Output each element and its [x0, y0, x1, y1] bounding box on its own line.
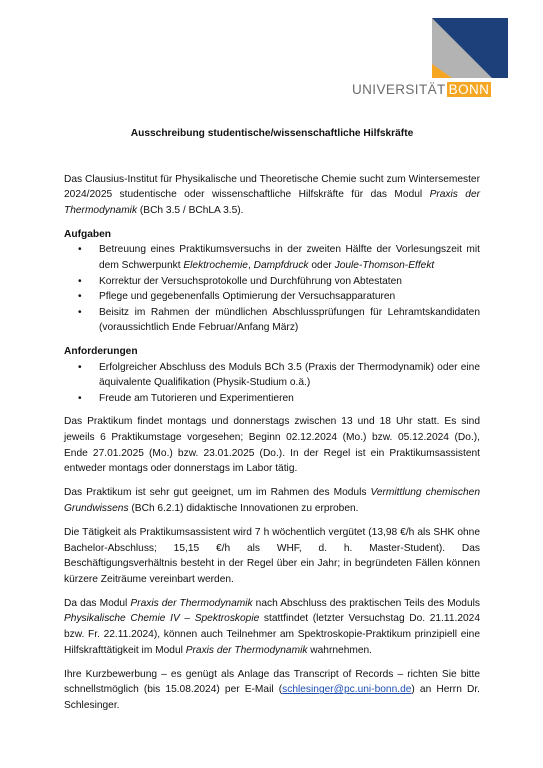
university-logo	[346, 16, 508, 102]
anforderungen-item: • Erfolgreicher Abschluss des Moduls BCh 3.5 (Praxis der Thermodynamik) oder eine äquivalente Qualifikation (Physik-Studium o.ä.)	[64, 360, 480, 391]
verguetung-paragraph: Die Tätigkeit als Praktikumsassistent wird 7 h wöchentlich vergütet (13,98 €/h als SHK ohne Bachelor-Abschluss; 15,15 €/h als WHF, d. h. Master-Student). Das Beschäftigungsverhältnis besteht in der Regel über ein Jahr; in begründeten Fällen können kürzere Zeiträume vereinbart werden.	[64, 526, 480, 585]
geeignet-text-1: Das Praktikum ist sehr gut geeignet, um im Rahmen des Moduls	[64, 487, 371, 499]
spektro-text-4: wahrnehmen.	[307, 644, 373, 656]
bewerbung-paragraph	[64, 667, 480, 714]
logo-graphic	[346, 16, 508, 82]
email-link[interactable]: schlesinger@pc.uni-bonn.de	[282, 684, 412, 696]
spektro-em-2: Physikalische Chemie IV – Spektroskopie	[64, 613, 260, 625]
document-title: Ausschreibung studentische/wissenschaftliche Hilfskräfte	[130, 128, 414, 139]
aufgaben-item: • Pflege und gegebenenfalls Optimierung der Versuchsapparaturen	[64, 289, 480, 305]
logo-word-universitaet: UNIVERSITÄT	[352, 82, 446, 97]
aufgaben-item: • Korrektur der Versuchsprotokolle und Durchführung von Abtestaten	[64, 274, 480, 290]
aufgaben-item	[64, 242, 480, 273]
intro-text-2: (BCh 3.5 / BChLA 3.5).	[137, 204, 244, 216]
anforderungen-list	[64, 360, 480, 407]
spektro-text-1: Da das Modul	[64, 597, 131, 609]
geeignet-paragraph	[64, 485, 480, 516]
intro-text-1: Das Clausius-Institut für Physikalische und Theoretische Chemie sucht zum Wintersemester 2024/2025 studentische oder wissenschaftliche Hilfskräfte für das Modul	[64, 173, 480, 201]
spektro-text-3: stattfindet (letzter Versuchstag Do. 21.11.2024 bzw. Fr. 22.11.2024), können auch Teilnehmer am Spektroskopie-Praktikum prinzipiell eine Hilfskrafttätigkeit im Modul	[64, 613, 480, 656]
praktikum-paragraph: Das Praktikum findet montags und donnerstags zwischen 13 und 18 Uhr statt. Es sind jeweils 6 Praktikumstage vorgesehen; Beginn 02.12.2024 (Mo.) bzw. 05.12.2024 (Do.), Ende 27.01.2025 (Mo.) bzw. 23.01.2025 (Do.). In der Regel ist ein Praktikumsassistent entweder montags oder donnerstags im Labor tätig.	[64, 416, 480, 475]
aufgaben-list	[64, 242, 480, 336]
geeignet-text-2: (BCh 6.2.1) didaktische Innovationen zu erproben.	[128, 502, 359, 514]
aufgaben-item1-em-1: Elektrochemie	[183, 260, 248, 272]
intro-paragraph	[64, 172, 480, 219]
anforderungen-heading: Anforderungen	[64, 346, 138, 358]
aufgaben-item: • Beisitz im Rahmen der mündlichen Abschlussprüfungen für Lehramtskandidaten (voraussichtlich Ende Februar/Anfang März)	[64, 305, 480, 336]
bewerbung-text-1: Ihre Kurzbewerbung – es genügt als Anlage das Transcript of Records – richten Sie bitte schnellstmöglich (bis 15.08.2024) per E-Mail (	[64, 668, 480, 696]
bewerbung-text-2: ) an Herrn Dr. Schlesinger.	[64, 684, 481, 711]
aufgaben-item1-em-3: Joule-Thomson-Effekt	[334, 260, 435, 272]
aufgaben-item1-text-1: Betreuung eines Praktikumsversuchs in der zweiten Hälfte der Vorlesungszeit mit dem Schwerpunkt	[99, 244, 480, 272]
document-body	[64, 110, 480, 722]
logo-word-bonn: BONN	[448, 82, 490, 97]
aufgaben-heading: Aufgaben	[64, 228, 111, 240]
logo-wordmark	[352, 82, 491, 97]
aufgaben-item1-text-2: ,	[247, 260, 254, 272]
spektro-em-1: Praxis der Thermodynamik	[130, 597, 253, 609]
spektro-text-2: nach Abschluss des praktischen Teils des Moduls	[252, 597, 480, 609]
intro-module-name: Praxis der Thermodynamik	[64, 189, 481, 216]
aufgaben-item1-em-2: Dampfdruck	[253, 260, 309, 272]
spektro-em-3: Praxis der Thermodynamik	[185, 644, 308, 656]
anforderungen-item: • Freude am Tutorieren und Experimentieren	[64, 391, 480, 407]
aufgaben-item1-text-3: oder	[308, 260, 335, 272]
spektroskopie-paragraph	[64, 596, 480, 658]
geeignet-module-name: Vermittlung chemischen Grundwissens	[64, 487, 480, 514]
